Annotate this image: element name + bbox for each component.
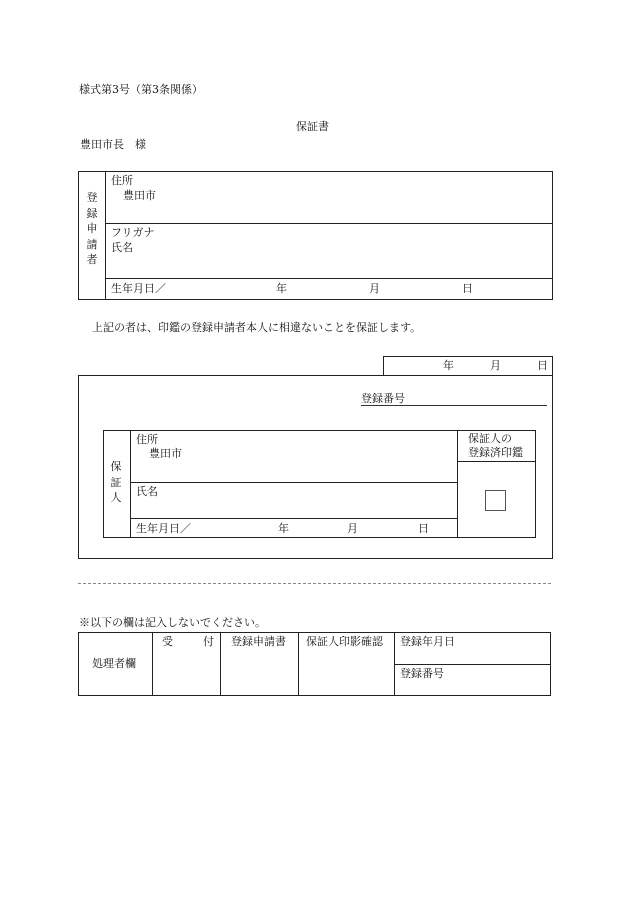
guarantor-address-value: 豊田市 [149,447,182,460]
date-year: 年 [443,359,454,372]
guarantor-birth-day: 日 [418,522,429,535]
guarantor-birth-year: 年 [278,522,289,535]
date-month: 月 [490,359,501,372]
registration-number-label: 登録番号 [361,392,405,405]
applicant-birth-year: 年 [276,282,287,295]
date-box [383,356,553,376]
office-application: 登録申請書 [231,635,286,648]
form-number: 様式第3号（第3条関係） [79,83,203,96]
applicant-address-label: 住所 [111,174,133,187]
applicant-furigana-label: フリガナ [111,226,155,239]
office-reg-number: 登録番号 [400,667,444,680]
guarantor-side-label: 保 証 人 [110,460,122,504]
office-seal-check: 保証人印影確認 [306,635,383,648]
seal-label-line1: 保証人の [468,432,512,445]
office-row-label: 処理者欄 [92,657,136,670]
applicant-address-value: 豊田市 [123,189,156,202]
applicant-birth-label: 生年月日／ [111,282,166,295]
applicant-birth-day: 日 [462,282,473,295]
guarantee-statement: 上記の者は、印鑑の登録申請者本人に相違ないことを保証します。 [92,321,422,334]
guarantor-birth-label: 生年月日／ [136,522,191,535]
applicant-birth-month: 月 [369,282,380,295]
guarantor-address-label: 住所 [136,433,158,446]
seal-checkbox[interactable] [485,490,506,511]
office-reg-date: 登録年月日 [400,635,455,648]
guarantor-birth-month: 月 [347,522,358,535]
date-day: 日 [537,359,548,372]
seal-label-line2: 登録済印鑑 [468,446,523,459]
office-receipt-1: 受 [162,635,173,648]
applicant-name-label: 氏名 [111,241,133,254]
addressee: 豊田市長 様 [80,138,146,151]
office-note: ※以下の欄は記入しないでください。 [79,616,266,629]
office-receipt-2: 付 [203,635,214,648]
guarantor-name-label: 氏名 [136,485,158,498]
applicant-side-label: 登 録 申 請 者 [86,191,98,266]
document-title: 保証書 [296,120,329,133]
dashed-divider [78,583,551,584]
